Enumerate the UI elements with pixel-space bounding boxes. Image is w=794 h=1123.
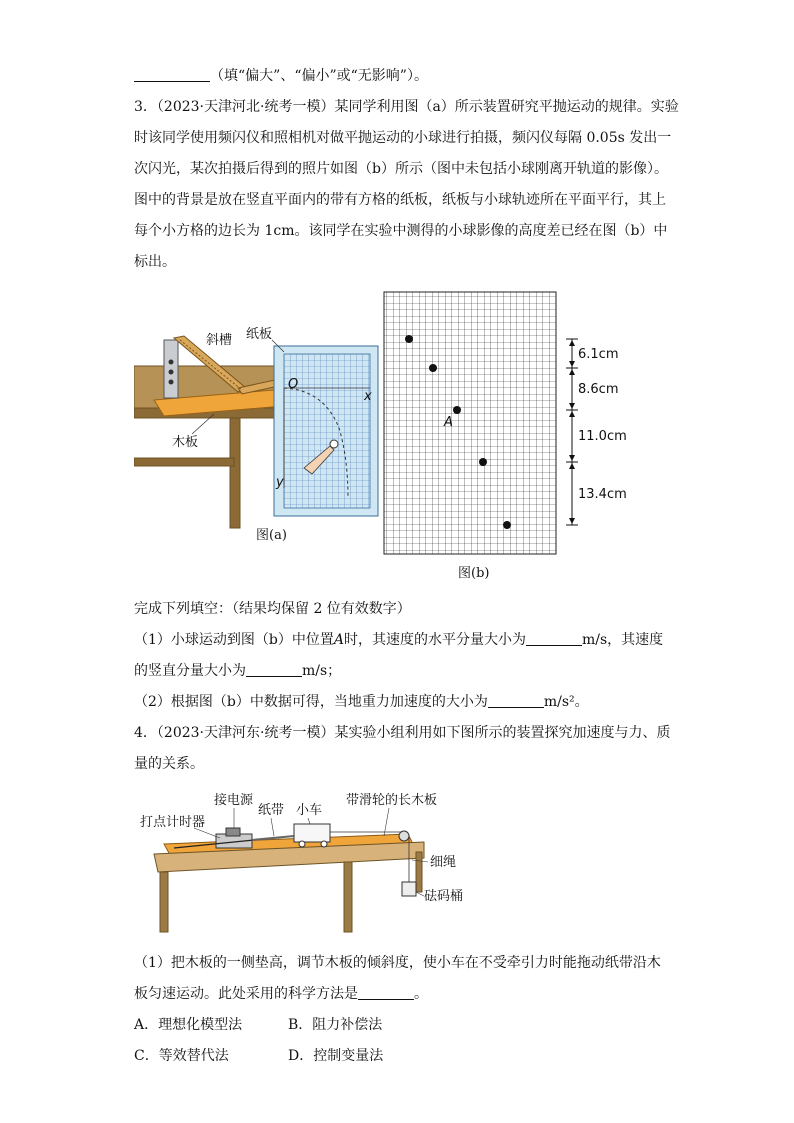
table-leg [230,418,240,528]
pulley [399,831,409,841]
figure-4 [134,788,474,936]
option-d[interactable]: D．控制变量法 [288,1048,384,1064]
label-x-axis: x [364,389,372,404]
stand-screw [169,370,174,375]
option-c[interactable]: C．等效替代法 [134,1048,229,1064]
answer-blank[interactable] [134,66,210,82]
label-rope: 细绳 [430,855,457,870]
q3-line-6: 标出。 [134,254,176,270]
answer-blank-vertical-velocity[interactable] [246,661,302,677]
q4-part1-line2: 板匀速运动。此处采用的科学方法是 。 [134,986,428,1002]
ball-image [503,521,511,529]
label-power: 接电源 [214,793,254,808]
table-leg [160,872,168,932]
q3-line-1: 3．（2023·天津河北·统考一模）某同学利用图（a）所示装置研究平抛运动的规律。实验 [134,99,679,115]
q3-line-5: 每个小方格的边长为 1cm。该同学在实验中测得的小球影像的高度差已经在图（b）中 [134,223,668,239]
q3-part2: （2）根据图（b）中数据可得，当地重力加速度的大小为 m/s²。 [134,694,589,710]
height-1: 6.1cm [578,347,619,362]
answer-blank-gravity[interactable] [488,692,544,708]
q4-line-2: 量的关系。 [134,756,204,772]
table-leg [344,862,352,932]
ball-image [429,364,437,372]
height-2: 8.6cm [578,382,619,397]
label-origin: O [288,377,299,392]
label-chute: 斜槽 [206,333,233,348]
figure-a [134,318,384,548]
q3-line-3: 次闪光，某次拍摄后得到的照片如图（b）所示（图中未包括小球刚离开轨道的影像）。 [134,161,668,177]
q3-part1-line1: （1）小球运动到图（b）中位置A时，其速度的水平分量大小为 m/s，其速度 [134,632,664,648]
height-4: 13.4cm [578,487,627,502]
q4-part1-line1: （1）把木板的一侧垫高，调节木板的倾斜度，使小车在不受牵引力时能拖动纸带沿木 [134,955,661,971]
ball [330,440,338,448]
option-b[interactable]: B．阻力补偿法 [288,1017,383,1033]
q3-instruction: 完成下列填空：（结果均保留 2 位有效数字） [134,601,411,617]
q4-options-row2 [134,1046,383,1066]
ball-image [405,335,413,343]
height-3: 11.0cm [578,429,627,444]
stand-screw [169,360,174,365]
q3-line-2: 时该同学使用频闪仪和照相机对做平抛运动的小球进行拍摄，频闪仪每隔 0.05s 发出一 [134,130,672,146]
table-leg [416,852,422,892]
label-long-board: 带滑轮的长木板 [346,793,438,808]
stand-screw [169,380,174,385]
label-wood: 木板 [172,435,199,450]
label-cart: 小车 [296,803,323,818]
answer-blank-method[interactable] [358,984,414,1000]
label-bucket: 砝码桶 [424,889,464,904]
label-paper-board: 纸板 [246,327,273,342]
figure-b [380,290,640,558]
q4-line-1: 4．（2023·天津河东·统考一模）某实验小组利用如下图所示的装置探究加速度与力、质 [134,725,671,741]
answer-blank-horizontal-velocity[interactable] [526,630,582,646]
cart [294,824,330,842]
label-y-axis: y [276,475,284,490]
figure-b-caption: 图(b) [458,566,490,581]
label-point-a: A [444,415,453,430]
option-a[interactable]: A．理想化模型法 [134,1017,243,1033]
q3-part1-line2: 的竖直分量大小为 m/s； [134,663,342,679]
table-rail [134,458,234,466]
chute-stand [164,340,178,398]
label-timer: 打点计时器 [140,815,206,830]
grid-board [384,292,556,554]
prev-question-tail: （填“偏大”、“偏小”或“无影响”）。 [134,66,428,86]
label-tape: 纸带 [258,803,285,818]
figure-a-caption: 图(a) [256,528,287,543]
ball-image-a [453,406,461,414]
weight-bucket [402,882,416,896]
q4-options-row1 [134,1015,382,1035]
ball-image [479,458,487,466]
q3-line-4: 图中的背景是放在竖直平面内的带有方格的纸板，纸板与小球轨迹所在平面平行，其上 [134,192,666,208]
